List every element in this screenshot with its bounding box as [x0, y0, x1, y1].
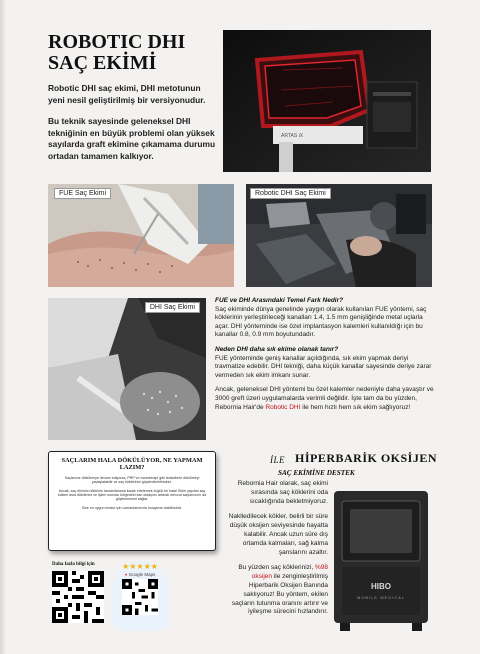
device-subtitle: MOBILE MEDICAL	[356, 595, 406, 600]
hyperbaric-chamber-photo	[330, 487, 432, 635]
intro-text	[48, 83, 218, 162]
google-maps-text: Google Maps	[128, 572, 156, 577]
intro-paragraph-2: Bu teknik sayesinde geleneksel DHI tekniğinin en büyük problemi olan yüksek sayılarda graft ekimine çıkamama durumu ortadan tamamen kalkıyor.	[48, 116, 216, 161]
compare-answer-3	[215, 386, 435, 412]
info-qr-code[interactable]	[52, 571, 104, 623]
google-maps-pin-icon: ●	[124, 572, 128, 577]
info-box-title: SAÇLARIM HALA DÖKÜLÜYOR, NE YAPMAM LAZIM?	[61, 457, 203, 472]
compare-answer-2: FUE yönteminde geniş kanallar açıldığında, sık ekim yapmak deriyi travmatize edebilir. DHI tekniği, daha küçük kanallar sayesinde deriye zarar vermeden sık ekim imkanı sunar.	[215, 354, 432, 379]
google-maps-label	[112, 572, 168, 577]
hiper-paragraph-2: Naklledilecek kökler, belirli bir süre düşük oksijen seviyesinde hayatta kalabilir. Ancak uzun süre dış ortamda kalmaları, sağ kalma şanslarını azaltır.	[228, 513, 328, 556]
oxygen-highlight: %98 oksijen	[251, 564, 328, 581]
compare-answer-1: Saç ekiminde dünya genelinde yaygın olarak kullanılan FUE yöntemi, saç köklerinin yerleştirileceği kanalları 1.4, 1.5 mm genişliğinde metal uçlarla açar. DHI yönteminde ise özel implantasyon kalemleri kullanıldığı için bu kanallar 0.8, 0.9 mm boyutundadır.	[215, 305, 427, 339]
hiper-text	[222, 480, 328, 624]
hiper-prefix: İLE	[270, 455, 285, 465]
robotic-dhi-photo-label: Robotic DHI Saç Ekimi	[250, 188, 331, 199]
qr-label: Daha fazla bilgi için	[52, 562, 95, 567]
title-line-1: ROBOTIC DHI	[48, 31, 186, 53]
hiper-paragraph-3	[222, 564, 328, 617]
fue-dhi-comparison	[215, 297, 435, 418]
info-box-paragraph-1: Saçlarınız dökülmeye devam ediyorsa, PRP ve mezoterapi gibi tedavilerle dökülmeyi yavaşlatabilir ve saç köklerinizi güçlendirebilirsiniz.	[64, 475, 200, 485]
fue-photo-label: FUE Saç Ekimi	[54, 188, 111, 199]
robotic-dhi-highlight: Robotic DHI	[265, 403, 301, 411]
compare-answer-3-post: ile hem hızlı hem sık ekim sağlıyoruz!	[300, 403, 411, 411]
dhi-photo-label: DHI Saç Ekimi	[145, 302, 200, 313]
maps-qr-code[interactable]	[122, 579, 158, 615]
hiper-subtitle: SAÇ EKİMİNE DESTEK	[278, 469, 355, 477]
google-maps-badge[interactable]	[112, 561, 168, 631]
info-box-paragraph-3: Size en uygun tedavi için uzmanlarımızla muayene olabilirsiniz.	[81, 505, 183, 510]
dhi-procedure-photo	[48, 298, 206, 440]
hiper-paragraph-1: Rebornia Hair olarak, saç ekimi sırasında saç köklerini oda sıcaklığında bekletmiyoruz.	[237, 480, 328, 505]
hiper-paragraph-3-pre: Bu yüzden saç köklerinizi,	[238, 564, 315, 572]
fue-procedure-photo	[48, 184, 234, 287]
robotic-dhi-procedure-photo	[246, 184, 432, 287]
hiper-paragraph-3-post: ile zenginleştirilmiş Hiperbarik Oksijen Banında saklıyoruz! Bu yöntem, ekilen saçların tutunma oranını artırır ve iyileşme sürecini hızlandırır.	[231, 573, 328, 616]
compare-question-2: Neden DHI daha sık ekime olanak tanır?	[215, 345, 339, 353]
hiper-title: HİPERBARİK OKSİJEN	[295, 451, 438, 465]
hair-loss-info-box	[48, 451, 216, 551]
svg-text:ARTAS iX: ARTAS iX	[281, 133, 304, 139]
compare-question-1: FUE ve DHI Arasındaki Temel Fark Nedir?	[215, 297, 344, 304]
compare-answer-3-pre: Ancak, geleneksel DHI yöntemi bu özel kalemler nedeniyle daha yavaştır ve 3000 greft üzeri uygulamalarda verimli değildir. İşte tam da bu yüzden, Rebornia Hair'de	[215, 386, 434, 411]
page-title	[48, 32, 228, 74]
page-fold-shadow	[0, 0, 6, 654]
intro-paragraph-1: Robotic DHI saç ekimi, DHI metotunun yeni nesil geliştirilmiş bir versiyonudur.	[48, 83, 206, 105]
robot-arm-photo	[223, 30, 431, 172]
info-box-paragraph-2: Ancak, saç ekimini dökülme tamamlanana kadar ertelemek büyük bir hata! Ekim yapılan saç kökleri asla dökülmez ve işlem sonrası bölgedeki kan dolaşımı artarak mevcut saçlarınızın da güçlenmesini sağlar.	[57, 488, 207, 502]
rating-stars: ★★★★★	[122, 562, 158, 571]
device-brand: HIBO	[371, 582, 391, 591]
title-line-2: SAÇ EKİMİ	[48, 52, 157, 74]
